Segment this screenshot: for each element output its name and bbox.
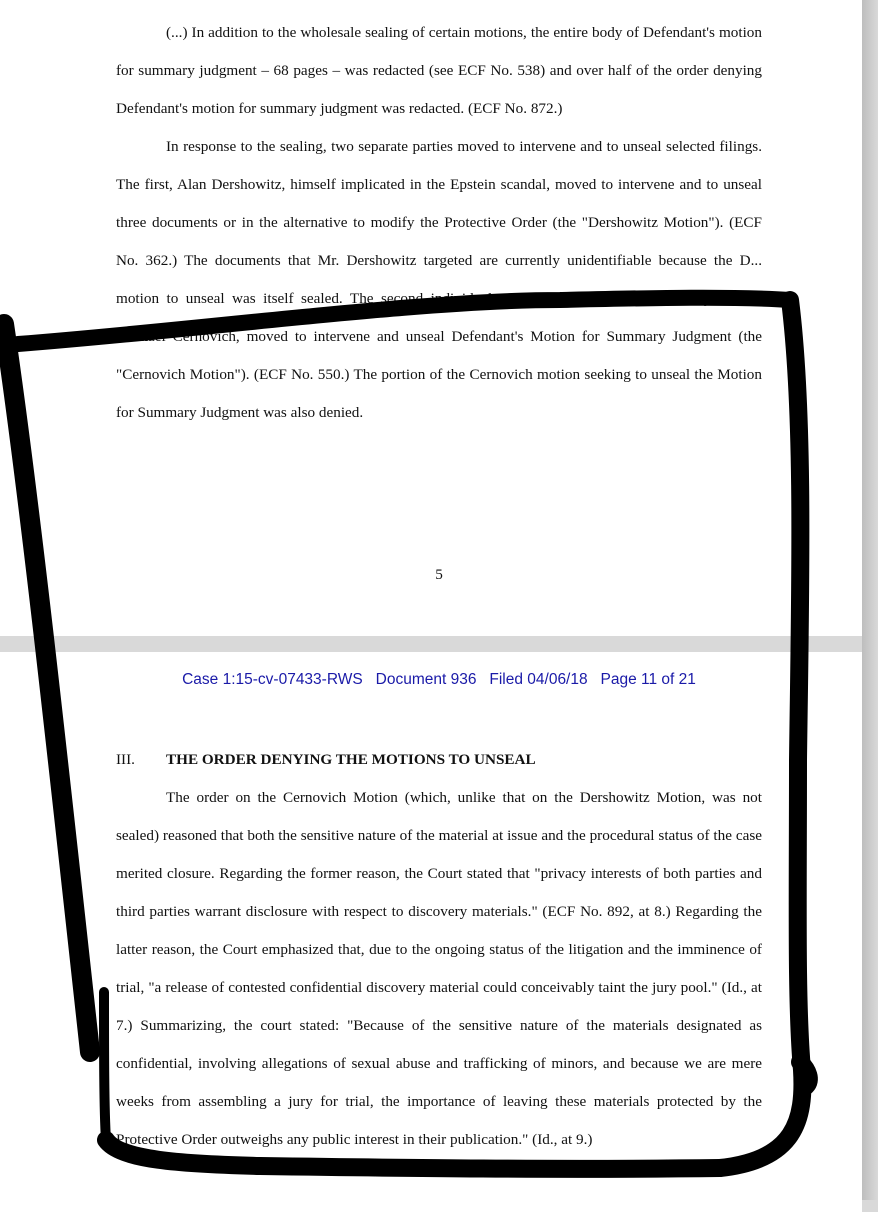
- case-header: Case 1:15-cv-07433-RWS Document 936 Filed 04/06/18 Page 11 of 21: [182, 671, 696, 688]
- section-number: III.: [116, 751, 135, 768]
- page-edge-shadow: [862, 0, 878, 1200]
- section-heading: [116, 751, 536, 769]
- page-number: 5: [435, 566, 443, 583]
- section-title: THE ORDER DENYING THE MOTIONS TO UNSEAL: [166, 751, 536, 768]
- paragraph-order-reasoning: The order on the Cernovich Motion (which, unlike that on the Dershowitz Motion, was not sealed) reasoned that both the sensitive nature of the material at issue and the procedural status of the case merited closure. Regarding the former reason, the Court stated that "privacy interests of both parties and third parties warrant disclosure with respect to discovery materials." (ECF No. 892, at 8.) Regarding the latter reason, the Court emphasized that, due to the ongoing status of the litigation and the imminence of trial, "a release of contested confidential discovery material could conceivably taint the jury pool." (Id., at 7.) Summarizing, the court stated: "Because of the sensitive nature of the materials designated as confidential, involving allegations of sexual abuse and trafficking of minors, and because we are mere weeks from assembling a jury for trial, the importance of leaving these materials protected by the Protective Order outweighs any public interest in their publication." (Id., at 9.): [116, 789, 762, 1148]
- paragraph-intervention-motions: In response to the sealing, two separate parties moved to intervene and to unseal selected filings. The first, Alan Dershowitz, himself implicated in the Epstein scandal, moved to intervene and to unseal three documents or in the alternative to modify the Protective Order (the "Dershowitz Motion"). (ECF No. 362.) The documents that Mr. Dershowitz targeted are currently unidentifiable because the D... motion to unseal was itself sealed. The second individual, podcast host and investigative journalist Michael Cernovich, moved to intervene and unseal Defendant's Motion for Summary Judgment (the "Cernovich Motion"). (ECF No. 550.) The portion of the Cernovich motion seeking to unseal the Motion for Summary Judgment was also denied.: [116, 138, 762, 421]
- paragraph-sealing-summary: (...) In addition to the wholesale sealing of certain motions, the entire body of Defendant's motion for summary judgment – 68 pages – was redacted (see ECF No. 538) and over half of the order denying Defendant's motion for summary judgment was redacted. (ECF No. 872.): [116, 24, 762, 117]
